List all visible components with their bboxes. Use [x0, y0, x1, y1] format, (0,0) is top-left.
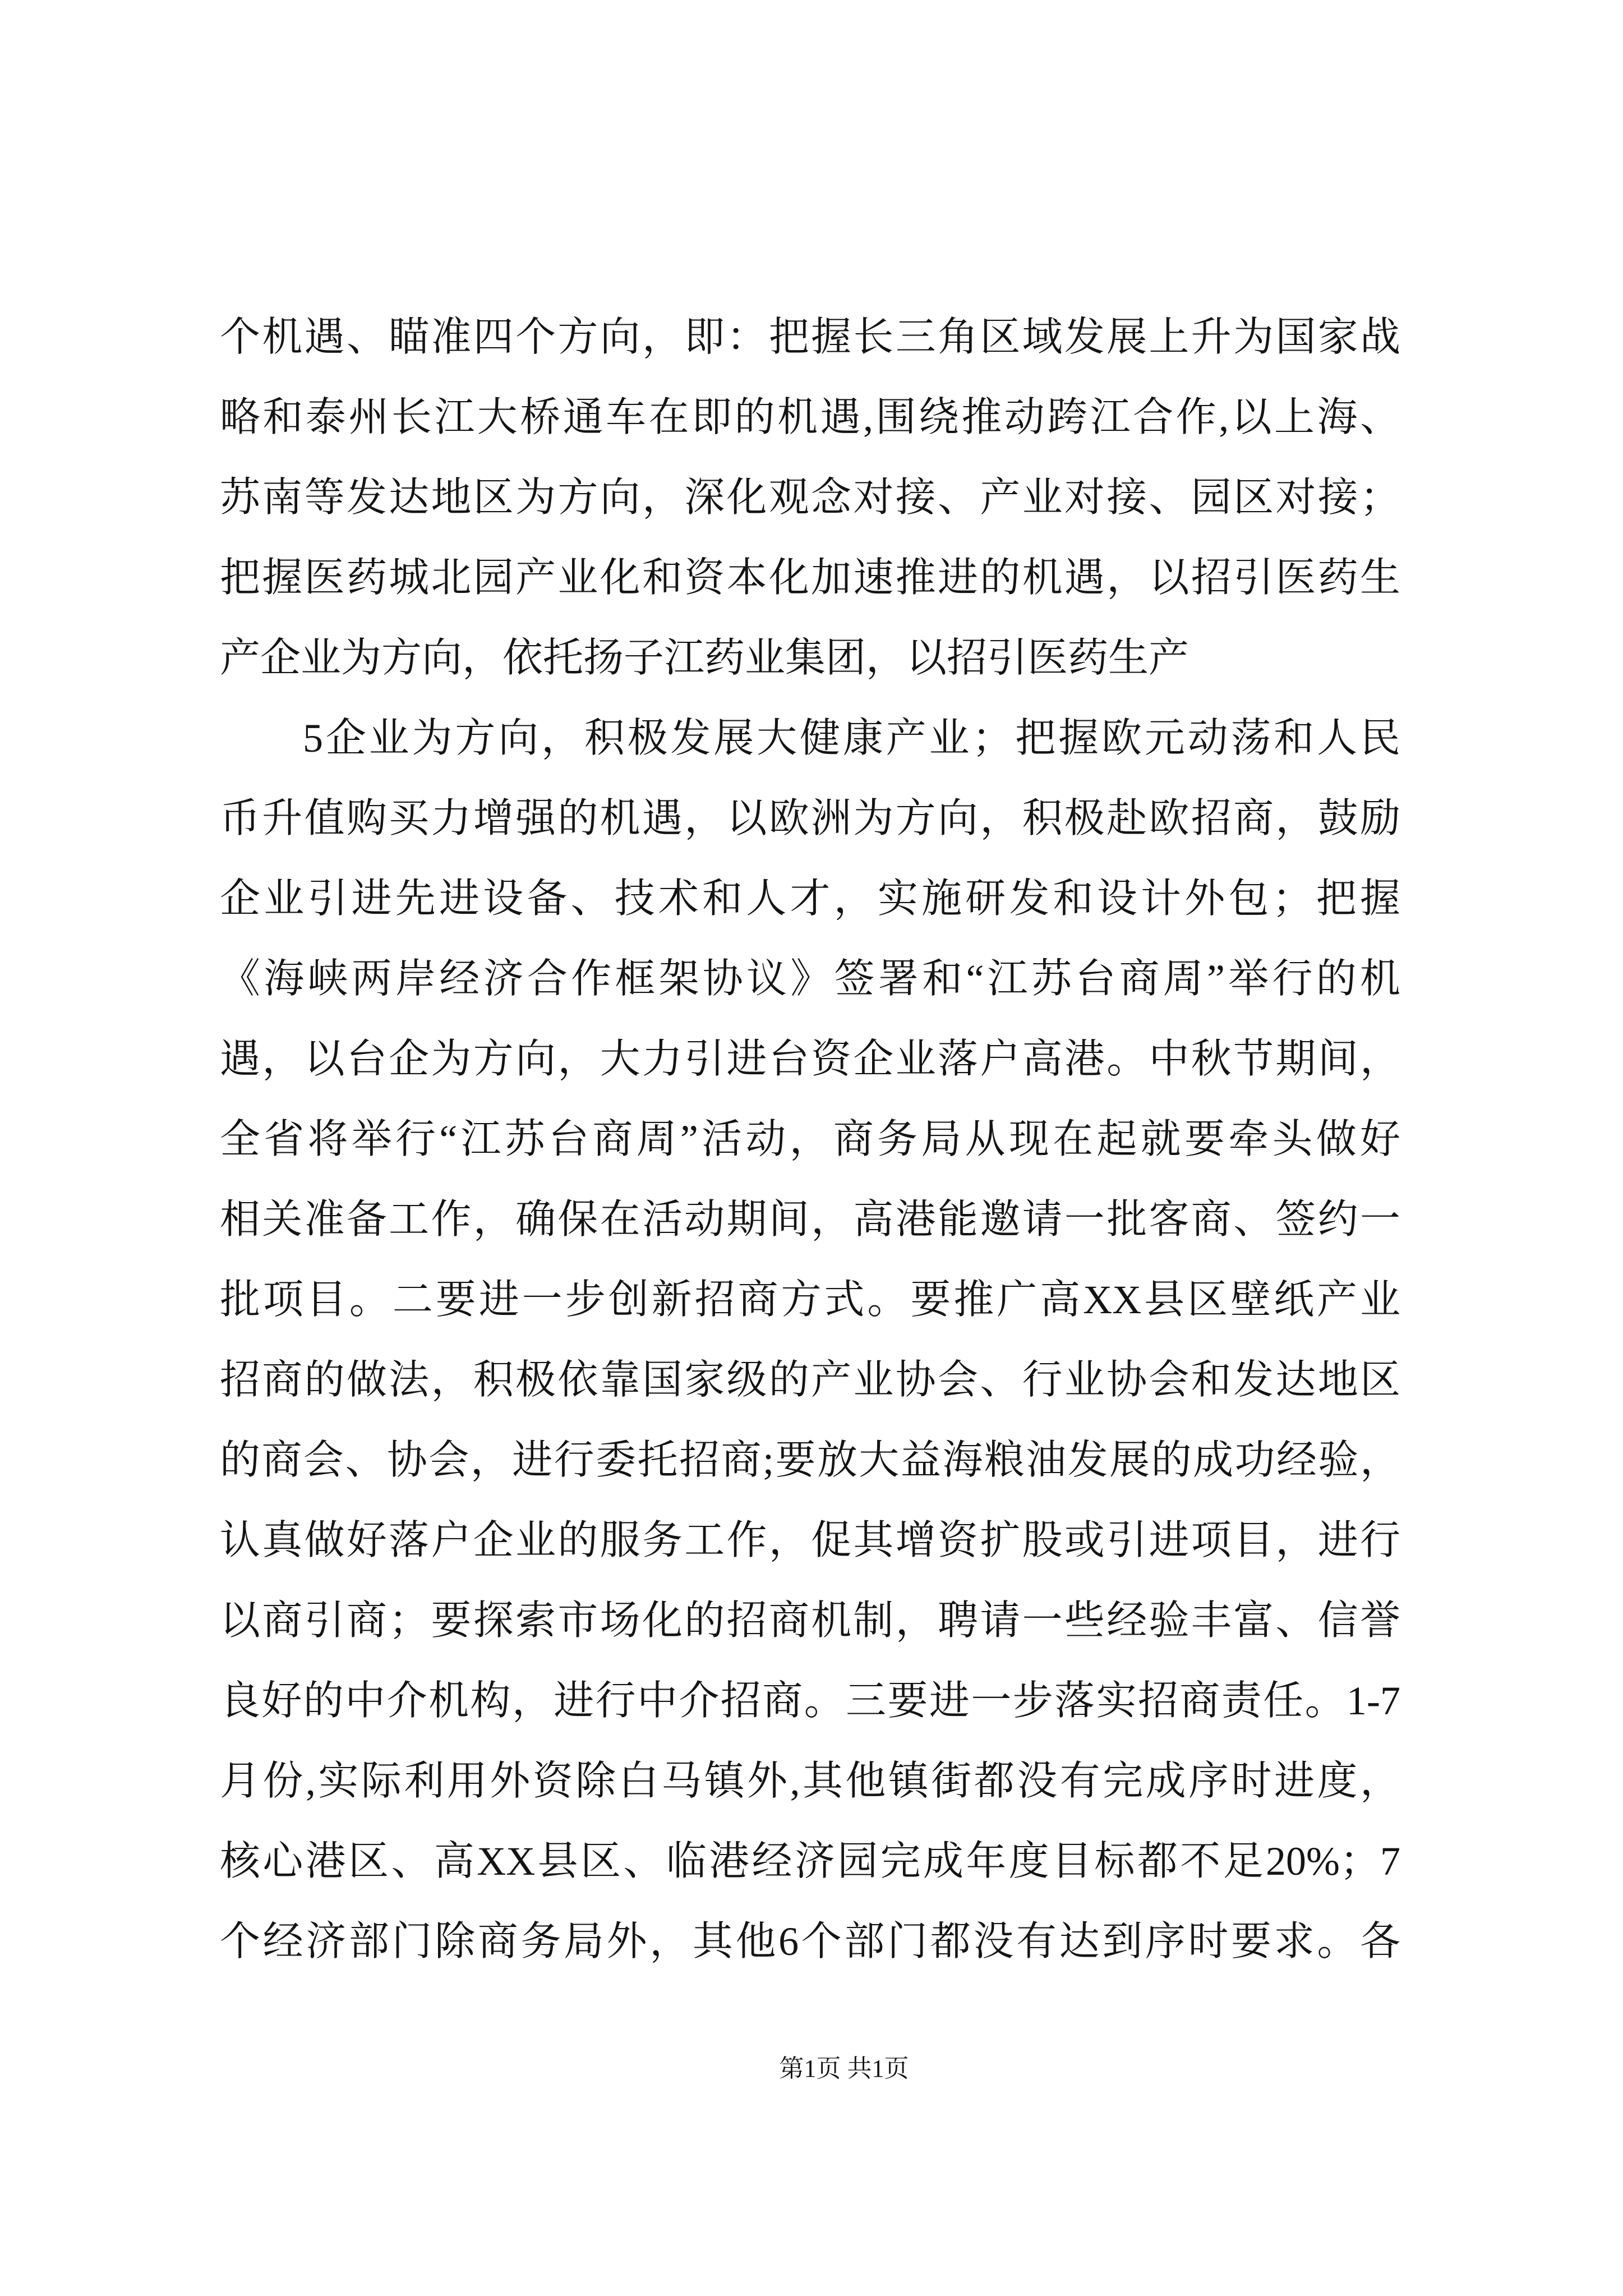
text-line: 个经济部门除商务局外，其他6个部门都没有达到序时要求。各: [220, 1919, 1400, 1964]
text-line: 苏南等发达地区为方向，深化观念对接、产业对接、园区对接；: [220, 475, 1400, 520]
text-line: 《海峡两岸经济合作框架协议》签署和“江苏台商周”举行的机: [220, 956, 1400, 1001]
text-line: 把握医药城北园产业化和资本化加速推进的机遇，以招引医药生: [220, 555, 1400, 600]
text-line: 批项目。二要进一步创新招商方式。要推广高XX县区壁纸产业: [220, 1277, 1400, 1322]
document-body: [220, 297, 1400, 1982]
text-line: 币升值购买力增强的机遇，以欧洲为方向，积极赴欧招商，鼓励: [220, 796, 1400, 841]
text-line: 略和泰州长江大桥通车在即的机遇,围绕推动跨江合作,以上海、: [220, 395, 1400, 440]
text-line: 良好的中介机构，进行中介招商。三要进一步落实招商责任。1-7: [220, 1678, 1400, 1723]
text-line: 相关准备工作，确保在活动期间，高港能邀请一批客商、签约一: [220, 1197, 1400, 1242]
paragraph: [220, 698, 1400, 1982]
text-line: 的商会、协会，进行委托招商;要放大益海粮油发展的成功经验，: [220, 1438, 1400, 1483]
text-line: 以商引商；要探索市场化的招商机制，聘请一些经验丰富、信誉: [220, 1598, 1400, 1643]
text-line: 产企业为方向，依托扬子江药业集团，以招引医药生产: [220, 636, 1189, 680]
page-footer: 第1页 共1页: [779, 2055, 909, 2082]
text-line: 月份,实际利用外资除白马镇外,其他镇街都没有完成序时进度，: [220, 1759, 1400, 1803]
text-line: 招商的做法，积极依靠国家级的产业协会、行业协会和发达地区: [220, 1358, 1400, 1402]
text-line: 认真做好落户企业的服务工作，促其增资扩股或引进项目，进行: [220, 1518, 1400, 1563]
text-line: 全省将举行“江苏台商周”活动，商务局从现在起就要牵头做好: [220, 1117, 1400, 1162]
text-line: 企业引进先进设备、技术和人才，实施研发和设计外包；把握: [220, 876, 1400, 921]
paragraph: [220, 297, 1400, 698]
text-line: 个机遇、瞄准四个方向，即：把握长三角区域发展上升为国家战: [220, 315, 1400, 360]
text-line: 核心港区、高XX县区、临港经济园完成年度目标都不足20%；7: [220, 1839, 1400, 1884]
text-line: 5企业为方向，积极发展大健康产业；把握欧元动荡和人民: [303, 716, 1400, 761]
text-line: 遇，以台企为方向，大力引进台资企业落户高港。中秋节期间，: [220, 1037, 1400, 1082]
